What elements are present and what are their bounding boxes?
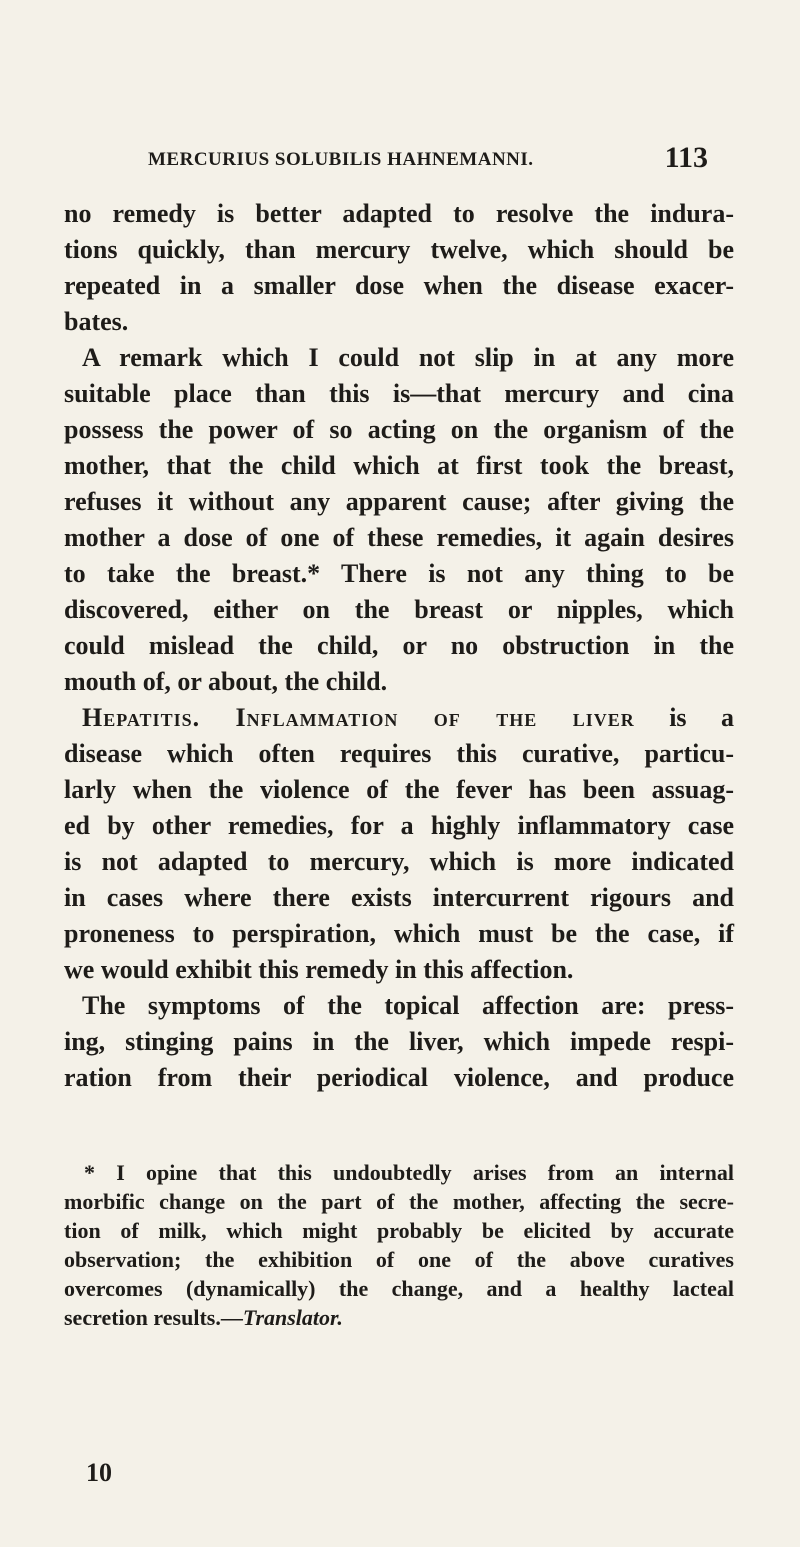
text-line: proneness to perspiration, which must be the case, if bbox=[64, 919, 734, 948]
signature-mark: 10 bbox=[86, 1458, 112, 1487]
text-line: possess the power of so acting on the organism of the bbox=[64, 415, 734, 444]
body-text bbox=[64, 196, 734, 1096]
text-line: A remark which I could not slip in at any more bbox=[82, 343, 734, 372]
hepatitis-heading-line bbox=[64, 700, 734, 736]
text-line: could mislead the child, or no obstruction in the bbox=[64, 631, 734, 660]
text-line: suitable place than this is—that mercury and cina bbox=[64, 379, 734, 408]
text-line: ed by other remedies, for a highly inflammatory case bbox=[64, 811, 734, 840]
text-line: mother a dose of one of these remedies, it again desires bbox=[64, 523, 734, 552]
footnote-last-line bbox=[64, 1303, 734, 1332]
text-line: repeated in a smaller dose when the disease exacer- bbox=[64, 271, 734, 300]
text-fragment: is a bbox=[669, 703, 735, 732]
page-number: 113 bbox=[664, 141, 708, 174]
footnote bbox=[64, 1158, 734, 1332]
text-line: mother, that the child which at first took the breast, bbox=[64, 451, 734, 480]
footnote-attribution: Translator. bbox=[242, 1305, 343, 1330]
text-line: no remedy is better adapted to resolve the indura- bbox=[64, 199, 734, 228]
page-header bbox=[148, 141, 708, 181]
text-line: refuses it without any apparent cause; after giving the bbox=[64, 487, 734, 516]
text-line: mouth of, or about, the child. bbox=[64, 667, 388, 696]
text-line: discovered, either on the breast or nipples, which bbox=[64, 595, 734, 624]
section-heading: Hepatitis. Inflammation of the liver bbox=[82, 703, 635, 732]
text-line: ration from their periodical violence, and produce bbox=[64, 1063, 734, 1092]
footnote-text: secretion results.— bbox=[64, 1305, 243, 1330]
text-line: The symptoms of the topical affection are: press- bbox=[82, 991, 734, 1020]
text-line: in cases where there exists intercurrent rigours and bbox=[64, 883, 734, 912]
text-line: is not adapted to mercury, which is more indicated bbox=[64, 847, 734, 876]
text-line: ing, stinging pains in the liver, which impede respi- bbox=[64, 1027, 734, 1056]
running-title: MERCURIUS SOLUBILIS HAHNEMANNI. bbox=[148, 149, 534, 170]
text-line: larly when the violence of the fever has been assuag- bbox=[64, 775, 734, 804]
text-line: to take the breast.* There is not any thing to be bbox=[64, 559, 734, 588]
text-line: bates. bbox=[64, 307, 129, 336]
text-line: tions quickly, than mercury twelve, which should be bbox=[64, 235, 734, 264]
footnote-line: tion of milk, which might probably be elicited by accurate bbox=[64, 1218, 734, 1243]
text-line: we would exhibit this remedy in this affection. bbox=[64, 955, 574, 984]
footnote-line: observation; the exhibition of one of the above curatives bbox=[64, 1247, 734, 1272]
footnote-line: morbific change on the part of the mother, affecting the secre- bbox=[64, 1189, 734, 1214]
footnote-line: * I opine that this undoubtedly arises from an internal bbox=[84, 1160, 734, 1185]
text-line: disease which often requires this curative, particu- bbox=[64, 739, 734, 768]
footnote-line: overcomes (dynamically) the change, and a healthy lacteal bbox=[64, 1276, 734, 1301]
